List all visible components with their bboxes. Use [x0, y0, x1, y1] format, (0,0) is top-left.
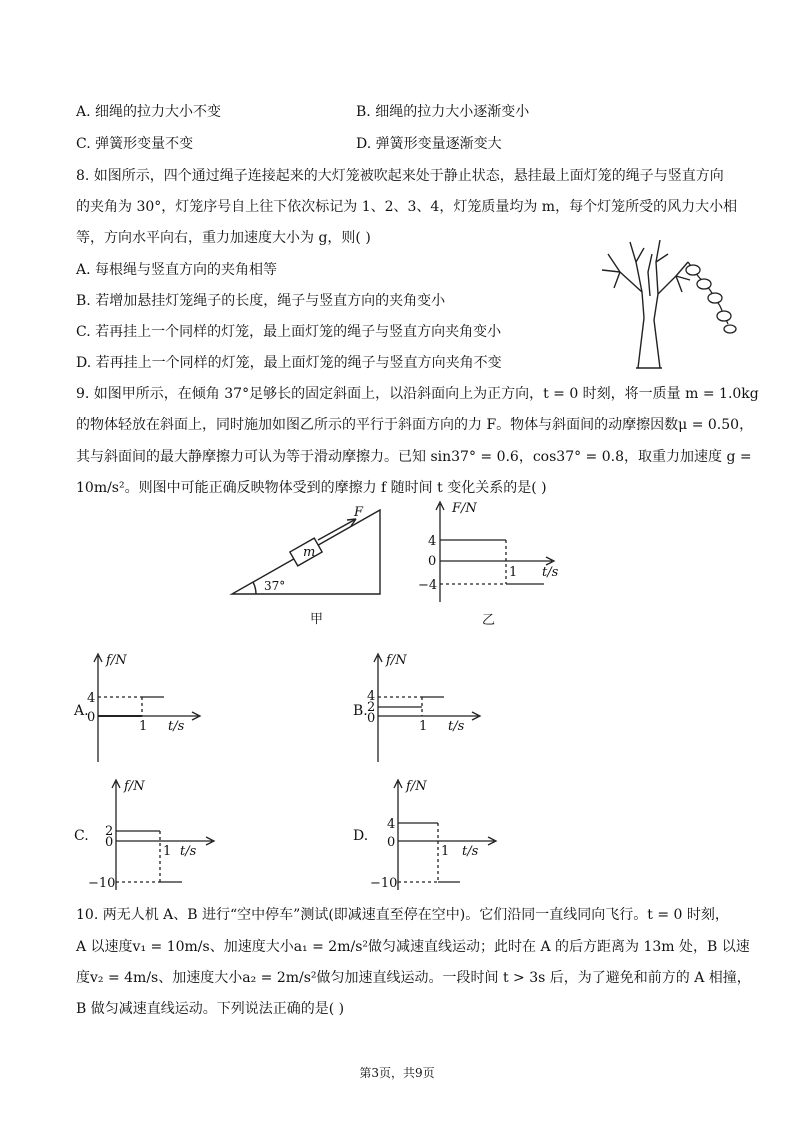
q9-option-c-label: C. — [74, 828, 89, 844]
q7-option-b: B. 细绳的拉力大小逐渐变小 — [356, 104, 530, 120]
page-footer: 第3页，共9页 — [359, 1066, 435, 1080]
d-tick-1: 1 — [441, 844, 450, 859]
q8-option-c: C. 若再挂上一个同样的灯笼，最上面灯笼的绳子与竖直方向夹角变小 — [76, 324, 502, 340]
yi-tick-1: 1 — [509, 565, 518, 580]
q9-option-a-label: A. — [74, 703, 89, 719]
q8-option-b: B. 若增加悬挂灯笼绳子的长度，绳子与竖直方向的夹角变小 — [76, 293, 446, 309]
yi-y-axis-label: F/N — [452, 501, 477, 516]
q9-option-d-label: D. — [353, 828, 369, 844]
caption-yi: 乙 — [482, 613, 496, 628]
q10-stem-line-1: 10. 两无人机 A、B 进行“空中停车”测试(即减速直至停在空中)。它们沿同一直线同向飞行。t = 0 时刻， — [76, 907, 729, 923]
c-tick-2: 2 — [105, 824, 114, 839]
q9-stem-line-2: 的物体轻放在斜面上，同时施加如图乙所示的平行于斜面方向的力 F。物体与斜面间的动摩擦因数μ = 0.50， — [76, 417, 754, 433]
a-tick-1: 1 — [139, 719, 148, 734]
b-tick-1: 1 — [419, 719, 428, 734]
q9-stem-line-1: 9. 如图甲所示，在倾角 37°足够长的固定斜面上，以沿斜面向上为正方向，t = 0 时刻，将一质量 m = 1.0kg — [76, 386, 759, 402]
q7-option-c: C. 弹簧形变量不变 — [76, 136, 194, 152]
a-tick-4: 4 — [87, 691, 96, 706]
q7-option-a: A. 细绳的拉力大小不变 — [76, 104, 222, 120]
force-label: F — [354, 505, 364, 520]
c-y-axis-label: f/N — [124, 779, 145, 794]
q9-option-b-label: B. — [353, 703, 368, 719]
figure-jia-incline — [226, 505, 406, 633]
q8-option-d: D. 若再挂上一个同样的灯笼，最上面灯笼的绳子与竖直方向夹角不变 — [76, 355, 502, 371]
b-y-axis-label: f/N — [386, 653, 407, 668]
b-tick-0: 0 — [367, 711, 376, 726]
yi-tick-4: 4 — [428, 534, 437, 549]
q8-stem-line-3: 等，方向水平向右，重力加速度大小为 g，则( ) — [76, 230, 371, 246]
q9-option-a-graph — [82, 650, 212, 765]
q7-option-d: D. 弹簧形变量逐渐变大 — [356, 136, 502, 152]
d-tick-minus-10: −10 — [370, 876, 398, 891]
q10-stem-line-2: A 以速度v₁ = 10m/s、加速度大小a₁ = 2m/s²做匀减速直线运动；此时在 A 的后方距离为 13m 处，B 以速 — [76, 939, 750, 955]
d-x-axis-label: t/s — [462, 844, 479, 859]
c-tick-1: 1 — [163, 844, 172, 859]
yi-x-axis-label: t/s — [542, 565, 559, 580]
b-tick-4: 4 — [367, 689, 376, 704]
d-tick-0: 0 — [387, 835, 396, 850]
mass-label: m — [303, 545, 316, 560]
q9-option-b-graph — [362, 650, 492, 765]
q9-stem-line-3: 其与斜面间的最大静摩擦力可认为等于滑动摩擦力。已知 sin37° = 0.6，cos37° = 0.8，取重力加速度 g = — [76, 449, 752, 465]
yi-tick-minus-4: −4 — [418, 578, 438, 593]
angle-label: 37° — [264, 579, 286, 593]
tree-lanterns-figure — [590, 232, 750, 372]
figure-yi-graph — [414, 498, 574, 633]
q8-option-a: A. 每根绳与竖直方向的夹角相等 — [76, 262, 278, 278]
caption-jia: 甲 — [310, 612, 324, 627]
q8-stem-line-2: 的夹角为 30°，灯笼序号自上往下依次标记为 1、2、3、4，灯笼质量均为 m，每个灯笼所受的风力大小相 — [76, 199, 738, 215]
b-x-axis-label: t/s — [448, 719, 465, 734]
d-y-axis-label: f/N — [406, 779, 427, 794]
c-tick-0: 0 — [105, 835, 114, 850]
a-y-axis-label: f/N — [106, 653, 127, 668]
b-tick-2: 2 — [367, 700, 376, 715]
c-tick-minus-10: −10 — [88, 876, 116, 891]
a-tick-0: 0 — [87, 710, 96, 725]
q10-stem-line-3: 度v₂ = 4m/s、加速度大小a₂ = 2m/s²做匀加速直线运动。一段时间 t > 3s 后，为了避免和前方的 A 相撞， — [76, 970, 751, 986]
d-tick-4: 4 — [387, 817, 396, 832]
q9-stem-line-4: 10m/s²。则图中可能正确反映物体受到的摩擦力 f 随时间 t 变化关系的是( ) — [76, 480, 547, 496]
a-x-axis-label: t/s — [168, 719, 185, 734]
q9-option-d-graph — [362, 776, 502, 894]
c-x-axis-label: t/s — [180, 844, 197, 859]
yi-tick-0: 0 — [428, 554, 437, 569]
q8-stem-line-1: 8. 如图所示，四个通过绳子连接起来的大灯笼被吹起来处于静止状态，悬挂最上面灯笼的绳子与竖直方向 — [76, 168, 724, 184]
q10-stem-line-4: B 做匀减速直线运动。下列说法正确的是( ) — [76, 1001, 345, 1017]
q9-option-c-graph — [80, 776, 220, 894]
